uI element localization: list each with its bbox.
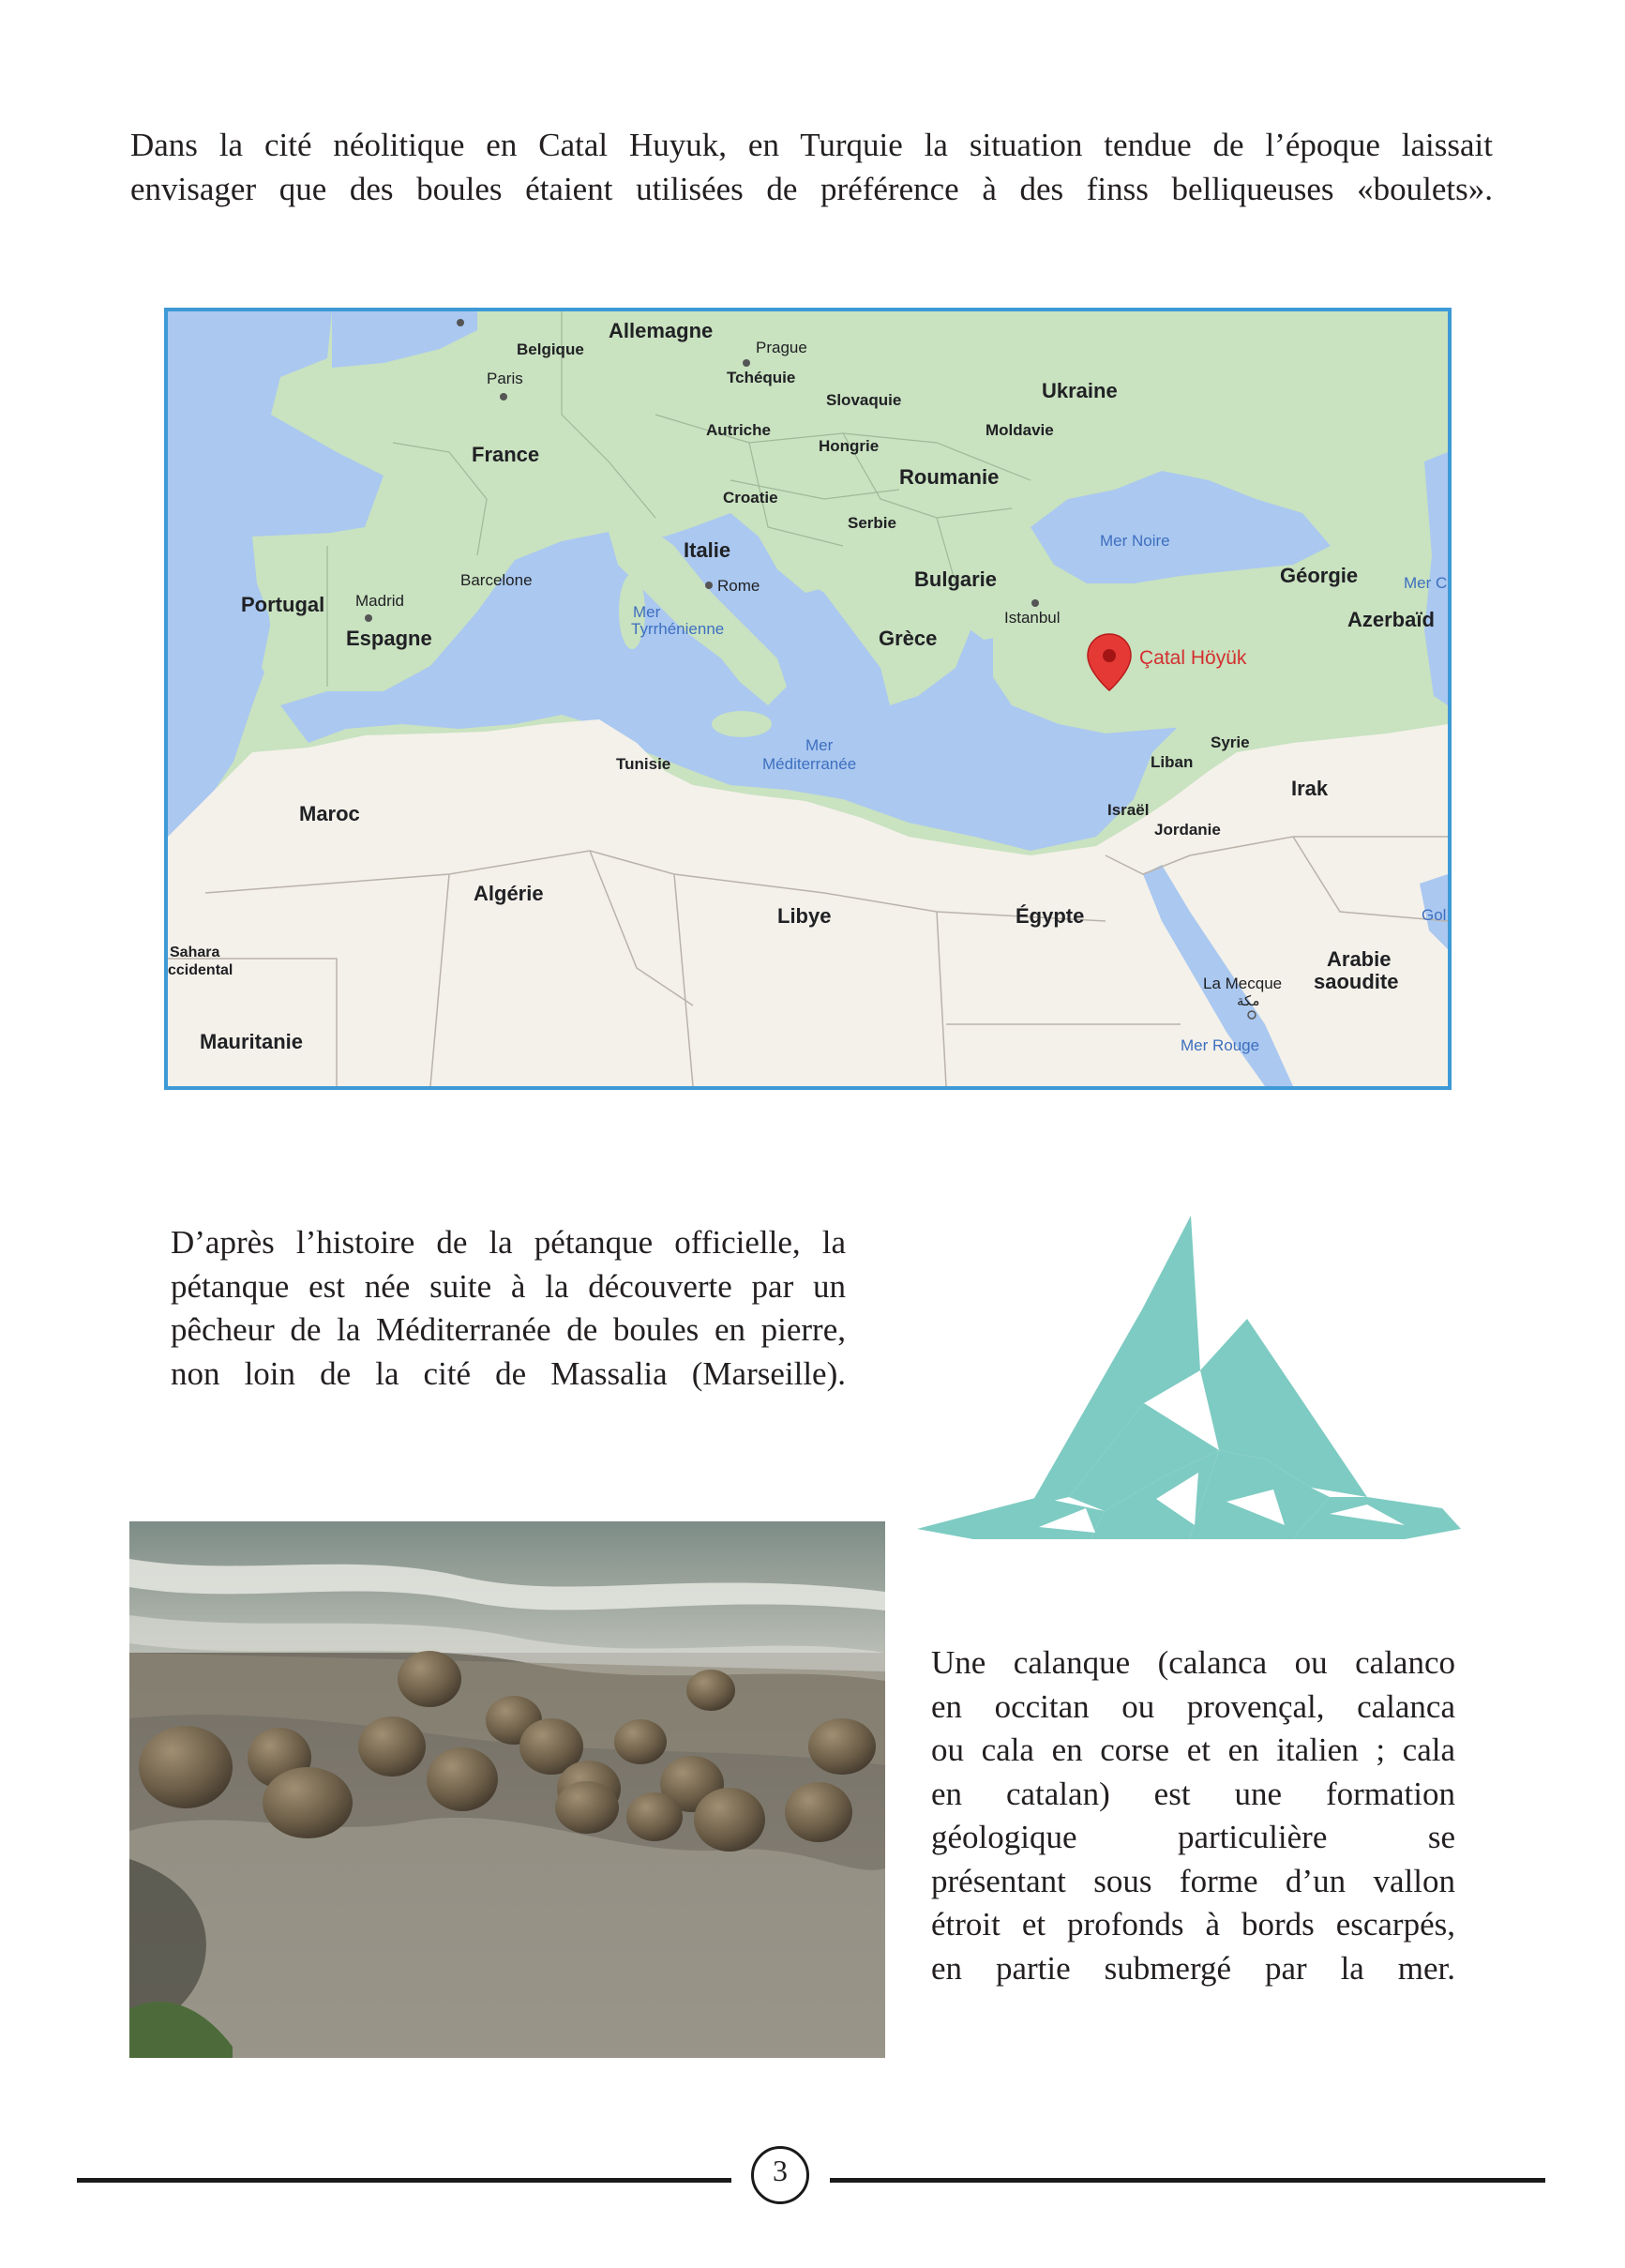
calanque-line: Une calanque (calanca ou calanco <box>931 1644 1455 1681</box>
label-prague: Prague <box>756 339 807 356</box>
label-mauritanie: Mauritanie <box>200 1030 304 1053</box>
label-libye: Libye <box>777 904 832 928</box>
label-croatie: Croatie <box>723 489 778 507</box>
label-algerie: Algérie <box>474 882 544 905</box>
calanque-line: en catalan) est une formation <box>931 1775 1455 1812</box>
label-ukraine: Ukraine <box>1042 379 1118 402</box>
label-moldavie: Moldavie <box>986 421 1054 439</box>
label-espagne: Espagne <box>346 627 432 650</box>
label-grece: Grèce <box>879 627 938 650</box>
sicily <box>712 711 772 737</box>
label-mer-tyrrhenienne-1: Mer <box>633 603 661 621</box>
label-gol: Gol <box>1422 906 1447 924</box>
history-line: pétanque est née suite à la découverte par un <box>171 1267 846 1305</box>
label-belgique: Belgique <box>517 340 584 358</box>
intro-line: Dans la cité néolitique en Catal Huyuk, en Turquie la situation tendue de l’époque laissait <box>130 127 1493 163</box>
footer-rule-left <box>77 2178 731 2183</box>
label-sahara-2: ccidental <box>168 962 233 978</box>
label-istanbul: Istanbul <box>1004 609 1061 627</box>
label-france: France <box>472 443 540 466</box>
label-tchequie: Tchéquie <box>727 369 796 386</box>
label-serbie: Serbie <box>848 514 896 532</box>
label-sahara-1: Sahara <box>170 945 220 960</box>
label-allemagne: Allemagne <box>609 319 714 342</box>
page-number-badge <box>751 2146 809 2204</box>
intro-paragraph <box>130 124 1493 211</box>
label-azerbaid: Azerbaïd <box>1347 608 1435 631</box>
page-number: 3 <box>773 2154 788 2187</box>
label-roumanie: Roumanie <box>899 465 1000 489</box>
label-maroc: Maroc <box>299 802 360 825</box>
label-israel: Israël <box>1107 801 1150 819</box>
label-mer-noire: Mer Noire <box>1100 532 1170 550</box>
label-slovaquie: Slovaquie <box>826 391 902 409</box>
label-syrie: Syrie <box>1211 733 1250 751</box>
footer-rule-right <box>830 2178 1545 2183</box>
marker-label: Çatal Höyük <box>1139 647 1247 669</box>
label-irak: Irak <box>1291 777 1329 800</box>
history-line: pêcheur de la Méditerranée de boules en pierre, <box>171 1311 846 1348</box>
label-autriche: Autriche <box>706 421 771 439</box>
calanque-line: en partie submergé par la mer. <box>931 1949 1455 1987</box>
history-line: D’après l’histoire de la pétanque officielle, la <box>171 1224 846 1261</box>
map-figure <box>164 308 1452 1090</box>
label-jordanie: Jordanie <box>1154 821 1221 839</box>
history-line: non loin de la cité de Massalia (Marseille). <box>171 1354 846 1392</box>
calanque-line: étroit et profonds à bords escarpés, <box>931 1906 1455 1943</box>
label-egypte: Égypte <box>1016 904 1085 928</box>
label-bulgarie: Bulgarie <box>914 567 998 591</box>
label-la-mecque: La Mecque <box>1203 975 1283 992</box>
calanque-line: géologique particulière se <box>931 1819 1455 1855</box>
label-paris: Paris <box>487 370 523 387</box>
beach-boulders-photo <box>129 1521 885 2058</box>
map-canvas <box>168 311 1448 1086</box>
label-madrid: Madrid <box>355 592 404 610</box>
label-arabie-2: saoudite <box>1314 970 1399 993</box>
label-hongrie: Hongrie <box>819 437 880 455</box>
label-makka: مكة <box>1237 993 1260 1009</box>
label-portugal: Portugal <box>241 593 325 616</box>
label-mer-tyrrhenienne-2: Tyrrhénienne <box>631 620 725 638</box>
intro-line: envisager que des boules étaient utilisées de préférence à des finss belliqueuses «boulets». <box>130 170 1493 207</box>
label-rome: Rome <box>717 577 760 595</box>
label-liban: Liban <box>1151 753 1194 771</box>
calanque-paragraph <box>931 1641 1455 1990</box>
label-italie: Italie <box>684 538 731 562</box>
label-mer-rouge: Mer Rouge <box>1181 1036 1260 1054</box>
label-tunisie: Tunisie <box>616 755 671 773</box>
calanque-line: en occitan ou provençal, calanca <box>931 1687 1455 1725</box>
label-arabie-1: Arabie <box>1327 947 1392 971</box>
label-mer-mediterranee-1: Mer <box>805 736 834 754</box>
label-mer-c: Mer C <box>1404 574 1448 592</box>
label-mer-mediterranee-2: Méditerranée <box>762 755 857 773</box>
label-georgie: Géorgie <box>1280 564 1359 587</box>
history-paragraph <box>171 1221 846 1396</box>
calanque-line: présentant sous forme d’un vallon <box>931 1862 1455 1899</box>
label-barcelone: Barcelone <box>460 571 533 589</box>
calanque-line: ou cala en corse et en italien ; cala <box>931 1731 1455 1768</box>
calanque-logo <box>917 1216 1461 1544</box>
